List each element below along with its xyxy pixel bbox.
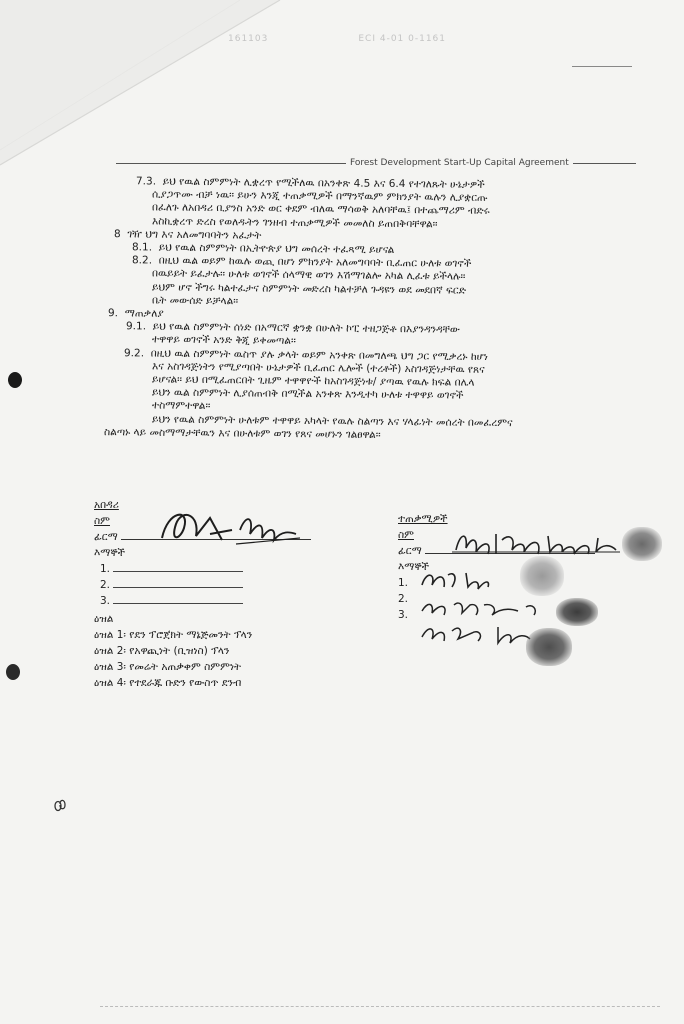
- clause-text: እስኪቋረጥ ድረስ የወለዱትን ገንዘብ ተጠቃሚዎች መመለስ ይጠበቅባቸዋል።: [152, 214, 438, 230]
- stray-ink-mark: [52, 796, 68, 814]
- clause-text: ቤት መውሰድ ይቻላል።: [152, 294, 239, 308]
- sign-label: ፊርማ: [398, 545, 422, 557]
- clause-text: ሲያጋጥሙ ብቻ ነዉ። ይሁን እንጂ ተጠቃሚዎች በማንኛዉም ምክንያት ዉሉን ሊያቋርጡ: [152, 188, 488, 205]
- lender-heading: አበዳሪ: [94, 499, 119, 511]
- clause-number: 8: [114, 227, 121, 241]
- clause-text: ስልጣኑ ላይ መስማማታቸዉን እና በሁለቱም ወገን የጸና መሆኑን ገልፀዋል።: [104, 425, 381, 441]
- witness-label: እማኞች: [94, 547, 126, 559]
- witness-2: 2.: [398, 593, 409, 605]
- annex-item: ዕዝል 2፡ የአዋጪነት (ቢዝነስ) ፕላን: [94, 645, 230, 657]
- clause-text: ይህን ዉል ስምምነት ሊያሰጠብቅ በሚችል አንቀጽ እንዲተካ ሁለቱ ተዋዋይ ወገኖች: [152, 386, 464, 402]
- paper-fold-shadow: [0, 0, 684, 200]
- annex-heading: ዕዝል: [94, 613, 114, 625]
- thumbprint-stamp: [556, 598, 598, 626]
- footer-rule: [100, 1006, 660, 1007]
- witness-label: እማኞች: [398, 561, 430, 573]
- clause-number: 7.3.: [136, 175, 157, 188]
- clause-text: ይህ የዉል ስምምነት በኢትዮጵያ ህግ መሰረት ተፈጻሚ ይሆናል: [158, 241, 395, 257]
- clause-text: እና አስገዳጅነትን የሚያጣበት ሁኔታዎች ቢፈጠር ሌሎች (ተረቶች) አስገዳጅነታቸዉ የጸና: [152, 360, 485, 376]
- witness-2: 2.: [100, 577, 344, 593]
- name-label: ስም: [398, 529, 414, 541]
- clause-text: ማጠቃለያ: [124, 307, 164, 320]
- clause-text: ተስማምተዋል።: [152, 399, 211, 413]
- name-label: ስም: [94, 515, 110, 527]
- witness-3: 3.: [398, 609, 409, 621]
- corner-mark: [572, 66, 632, 67]
- faint-bleed-through-text: 161103 ECI 4-01 0-1161: [228, 34, 447, 44]
- clause-text: ተዋዋይ ወገኖች አንድ ቅጂ ይቀመጣል።: [152, 333, 296, 348]
- clause-number: 9.2.: [124, 346, 145, 360]
- clause-number: 9.1.: [126, 320, 147, 333]
- clause-text: ይሆናል። ይህ በሚፈጠርበት ጊዜም ተዋዋዮች ከአስገዳጅነቱ/ ያጣዉ የዉሉ ክፍል በሌላ: [152, 373, 475, 389]
- clause-number: 8.2.: [132, 254, 153, 267]
- punch-hole: [8, 372, 22, 388]
- document-header-title: Forest Development Start-Up Capital Agreement: [346, 158, 573, 168]
- thumbprint-stamp: [526, 628, 572, 666]
- witness-1: 1.: [100, 561, 344, 577]
- lender-handwritten-signature: [150, 500, 310, 550]
- clause-number: 9.: [108, 307, 119, 320]
- annex-item: ዕዝል 1፡ የደን ፕሮጀክት ማኔጅመንት ፕላን: [94, 629, 253, 641]
- witness-3: 3.: [100, 593, 344, 609]
- clause-text: ይህ የዉል ስምምነት ሰነድ በአማርኛ ቋንቋ በሁለት ኮፒ ተዘጋጅቶ በእያንዳንዳቸው: [152, 320, 460, 336]
- thumbprint-stamp: [520, 556, 564, 596]
- clause-text: ገዥ ህግ እና አለመግባባትን አፈታት: [127, 228, 262, 242]
- clause-number: 8.1.: [132, 241, 153, 254]
- clause-text: በዚህ ዉል ወይም ከዉሉ ወጪ በሆነ ምክንያት አለመግባባት ቢፈጠር ሁለቱ ወገኖች: [158, 254, 472, 271]
- annex-item: ዕዝል 3፡ የመሬት አጠቃቀም ስምምነት: [94, 661, 242, 673]
- sign-label: ፊርማ: [94, 531, 118, 543]
- clause-text: በዉይይት ይፈታሉ። ሁለቱ ወገኖች ሰላማዊ ወገን እሽማገልሎ አካል ሊፈቱ ይችላሉ።: [152, 267, 466, 284]
- punch-hole: [6, 664, 20, 680]
- clause-text: ይህም ሆኖ ችግሩ ካልተፈታና ስምምነት መድረስ ካልተቻለ ጉዳዩን ወደ መደበኛ ፍርድ: [152, 280, 466, 297]
- agreement-body: [104, 175, 654, 442]
- clause-text: በዚህ ዉል ስምምነት ዉስጥ ያሉ ቃላት ወይም አንቀጽ በመግለጫ ህግ ጋር የሚቃረኑ ከሆነ: [150, 347, 488, 363]
- thumbprint-stamp: [622, 527, 662, 561]
- clause-text: ይህን የዉል ስምምነት ሁለቱም ተዋዋይ አካላት የዉሉ ስልጣን እና ሃላፊነት መሰረት በመፈረምና: [152, 413, 513, 429]
- clause-text: ይህ የዉል ስምምነት ሊቋረጥ የሚችለዉ በአንቀጽ 4.5 እና 6.4 የተገለጹት ሁኔታዎች: [162, 175, 485, 191]
- witness-1: 1.: [398, 577, 409, 589]
- annex-item: ዕዝል 4፡ የተደራጁ ቡድን የውስጥ ደንብ: [94, 677, 242, 689]
- beneficiary-heading: ተጠቃሚዎች: [398, 513, 448, 525]
- clause-text: በፈለጉ ለአበዳሪ ቢያንስ አንድ ወር ቀደም ብለዉ ማሳወቅ አለባቸዉ፤ በተጨማሪም ብድሩ: [152, 201, 490, 218]
